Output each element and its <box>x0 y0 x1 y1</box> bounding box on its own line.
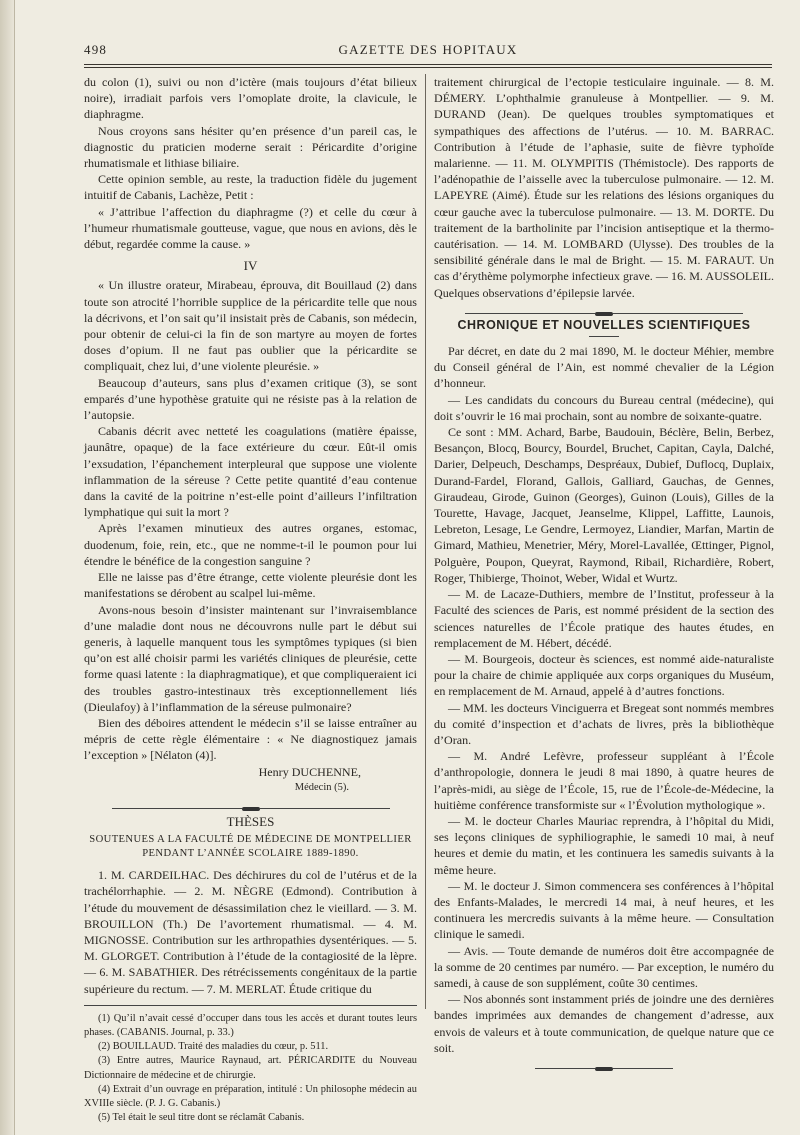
running-title: GAZETTE DES HOPITAUX <box>338 42 518 57</box>
chronique-heading: CHRONIQUE ET NOUVELLES SCIENTIFIQUES <box>457 317 751 332</box>
page-header <box>84 42 772 62</box>
theses-list: 1. M. CARDEILHAC. Des déchirures du col de l’utérus et de la trachélorrhaphie. — 2. M. NÈGRE (Edmond). Contribution à l’étude du mouvement de désassimilation chez le vieillard. — 3. M. BROUILLON (Th.) De l’avortement rhumatismal. — 4. M. MIGNOSSE. Contribution sur les arthropathies dysentériques. — 5. M. GLORGET. Contribution à l’étude de la contagiosité de la lèpre. — 6. M. SABATHIER. Des rétrécissements congénitaux de la partie supérieure du rectum. — 7. M. MERLAT. Étude critique du <box>84 868 417 996</box>
ornament-divider <box>434 1060 774 1068</box>
header-rule-double <box>84 67 772 68</box>
theses-subtitle: PENDANT L’ANNÉE SCOLAIRE 1889-1890. <box>142 848 359 860</box>
news-item: — M. le docteur J. Simon commencera ses conférences à l’hôpital des Enfants-Malades, le mercredi 14 mai, à neuf heures, et les continuera les mercredis suivants à la même heure. — Consultation clinique le samedi. <box>434 878 774 942</box>
header-rule <box>84 64 772 65</box>
footnote: (4) Extrait d’un ouvrage en préparation, intitulé : Un philosophe médecin au XVIIIe siècle. (P. J. G. Cabanis.) <box>84 1083 417 1109</box>
short-rule <box>589 336 619 337</box>
footnote: (2) BOUILLAUD. Traité des maladies du cœur, p. 511. <box>98 1041 329 1053</box>
news-item: — Avis. — Toute demande de numéros doit être accompagnée de la somme de 20 centimes par numéro. — Par exception, le numéro du samedi, à cause de son supplément, coûte 30 centimes. <box>434 943 774 990</box>
footnotes <box>84 1012 417 1126</box>
section-heading-iv: IV <box>243 258 258 274</box>
ornament-divider <box>434 305 774 313</box>
paragraph: Nous croyons sans hésiter qu’en présence d’un pareil cas, le diagnostic du praticien moderne serait : Péricardite d’origine rhumatismale et lithiase biliaire. <box>84 123 417 171</box>
quote-paragraph: « Un illustre orateur, Mirabeau, éprouva, dit Bouillaud (2) dans toute son atrocité l’horrible supplice de la péricardite telle que nous la décrivons, et l’on sait qu’il insistait près de Cabanis, son médecin, pour obtenir de celui-ci la fin de son martyre au moyen de fortes doses d’opium. Il ne faut pas oublier que la péricardite se compliquait, chez lui, d’une violente pleurésie. » <box>84 278 417 374</box>
left-column <box>84 74 417 1125</box>
quote-paragraph: « J’attribue l’affection du diaphragme (?) et celle du cœur à l’humeur rhumatismale goutteuse, vague, que nous en avions, dès le début, regardée comme la cause. » <box>84 204 417 252</box>
news-item: — M. Bourgeois, docteur ès sciences, est nommé aide-naturaliste pour la chaire de chimie appliquée aux corps organiques du Muséum, en remplacement de M. Arnaud, appelé à d’autres fonctions. <box>434 651 774 699</box>
theses-list-continued: traitement chirurgical de l’ectopie testiculaire inguinale. — 8. M. DÉMERY. L’ophthalmie granuleuse à Montpellier. — 9. M. DURAND (Jean). De quelques troubles symptomatiques et sympathiques des affections de l’utérus. — 10. M. BARRAC. Contribution à l’étude de l’aphasie, suite de fièvre typhoïde malarienne. — 11. M. OLYMPITIS (Thémistocle). Des rapports de l’adénopathie de l’aisselle avec la tuberculose pulmonaire. — 12. M. LAPEYRE (Aimé). Étude sur les relations des lésions organiques du cœur gauche avec la tuberculose pulmonaire. — 13. M. DORTE. Du traitement de la bartholinite par l’incision antiseptique et la thermo-cautérisation. — 14. M. LOMBARD (Ulysse). Des troubles de la sensibilité générale dans le mal de Bright. — 15. M. FARAUT. Un cas d’érythème polymorphe infectieux grave. — 16. M. AUSSOLEIL. Quelques observations d’épilepsie larvée. <box>434 75 774 300</box>
paragraph: Bien des déboires attendent le médecin s’il se laisse entraîner au mépris de cette règle élémentaire : « Ne diagnostiquez jamais l’exception » [Nélaton (4)]. <box>84 715 417 763</box>
page-spine <box>0 0 15 1135</box>
paragraph: Avons-nous besoin d’insister maintenant sur l’invraisemblance d’une maladie dont nous ne découvrons nulle part le début sui generis, à laquelle manquent tous les symptômes typiques (si bien qu’on est allé choisir parmi les variétés cliniques de pleurésie, cette forme quasi latente : la diaphragmatique), et que compliqueraient ici des troubles gastro-intestinaux très exceptionnellement liés (Dieulafoy) à l’inflammation de la séreuse pulmonaire? <box>84 602 417 714</box>
paragraph: Elle ne laisse pas d’être étrange, cette violente pleurésie dont les manifestations se dérobent au scalpel lui-même. <box>84 570 417 601</box>
news-item: — Nos abonnés sont instamment priés de joindre une des dernières bandes imprimées aux demandes de changement d’adresse, aux envois de valeurs et à toute communication, de quelque nature que ce soit. <box>434 992 774 1055</box>
paragraph: Beaucoup d’auteurs, sans plus d’examen critique (3), se sont emparés d’une hypothèse gratuite qui ne résiste pas à la relation de l’autopsie. <box>84 375 417 423</box>
page-number: 498 <box>84 42 108 57</box>
news-item: — M. André Lefèvre, professeur suppléant à l’École d’anthropologie, donnera le jeudi 8 mai 1890, à quatre heures de l’après-midi, au siège de l’École, 15, rue de l’École-de-Médecine, la huitième conférence transformiste sur « l’Évolution mythologique ». <box>434 749 774 812</box>
ornament-divider <box>84 800 417 808</box>
footnote: (3) Entre autres, Maurice Raynaud, art. PÉRICARDITE du Nouveau Dictionnaire de médecine et de chirurgie. <box>84 1055 417 1081</box>
right-column <box>434 74 774 1072</box>
paragraph: Cabanis décrit avec netteté les coagulations (matière épaisse, jaunâtre, opaque) de la face extérieure du cœur. Eût-il omis l’exsudation, l’épanchement interpleural que suppose une violente inflammation de la séreuse ? Cette petite quantité d’eau contenue dans la cavité de la poitrine n’est-elle point d’ailleurs l’infiltration lymphatique qui suit la mort ? <box>84 424 417 520</box>
paragraph: Après l’examen minutieux des autres organes, estomac, duodenum, foie, rein, etc., que ne nomme-t-il le poumon pour lui étendre le bénéfice de la congestion sanguine ? <box>84 521 417 568</box>
news-item: — MM. les docteurs Vinciguerra et Bregeat sont nommés membres du comité d’inspection et d’achats de livres, près la bibliothèque d’Oran. <box>434 700 774 747</box>
paragraph: Cette opinion semble, au reste, la traduction fidèle du jugement intuitif de Cabanis, Lachèze, Petit : <box>84 172 417 203</box>
author-role: Médecin (5). <box>294 781 349 793</box>
footnote: (5) Tel était le seul titre dont se réclamât Cabanis. <box>98 1112 305 1124</box>
footnote: (1) Qu’il n’avait cessé d’occuper dans tous les accès et durant toutes leurs phases. (CABANIS. Journal, p. 33.) <box>84 1012 417 1038</box>
author-signature: Henry DUCHENNE, <box>258 764 361 779</box>
news-item: — M. le docteur Charles Mauriac reprendra, à l’hôpital du Midi, ses leçons cliniques de syphiliographie, le samedi 10 mai, à neuf heures et demie du matin, et les continuera les samedis suivants à la même heure. <box>434 813 774 877</box>
theses-subtitle: SOUTENUES A LA FACULTÉ DE MÉDECINE DE MONTPELLIER <box>89 834 412 846</box>
theses-title: THÈSES <box>226 813 275 829</box>
column-divider <box>425 74 426 1009</box>
paragraph: du colon (1), suivi ou non d’ictère (mais toujours d’état bilieux noire), irradiait parfois vers l’omoplate droite, la clavicule, le diaphragme. <box>84 75 417 122</box>
news-item: — Les candidats du concours du Bureau central (médecine), qui doit s’ouvrir le 16 mai prochain, sont au nombre de soixante-quatre. <box>434 392 774 423</box>
news-item: Ce sont : MM. Achard, Barbe, Baudouin, Béclère, Belin, Berbez, Besançon, Blocq, Bourcy, Bourdel, Bruchet, Capitan, Cayla, Dalché, Darier, Delpeuch, Deschamps, Despréaux, Dubief, Duflocq, Duplaix, Durand-Fardel, Florand, Gallois, Galliard, Gauchas, de Gennes, Giraudeau, Girode, Guinon (Georges), Guinon (Louis), Gilles de la Tourette, Havage, Jacquet, Jeanselme, Klippel, Laffitte, Launois, Lebreton, Lesage, Le Gendre, Lermoyez, Liandier, Marfan, Martin de Gimard, Mathieu, Menetrier, Méry, Morel-Lavallée, Œttinger, Pignol, Polguère, Poupon, Queyrat, Raymond, Ribail, Richardière, Robert, Roger, Thibierge, Thoinot, Weber, Widal et Wurtz. <box>434 425 774 585</box>
news-item: Par décret, en date du 2 mai 1890, M. le docteur Méhier, membre du Conseil général de l’Ain, est nommé chevalier de la Légion d’honneur. <box>434 344 774 391</box>
footnote-rule <box>84 1005 417 1006</box>
news-item: — M. de Lacaze-Duthiers, membre de l’Institut, professeur à la Faculté des sciences de Paris, est nommé président de la section des sciences naturelles de l’École pratique des hautes études, en remplacement de M. Hébert, décédé. <box>434 587 774 650</box>
